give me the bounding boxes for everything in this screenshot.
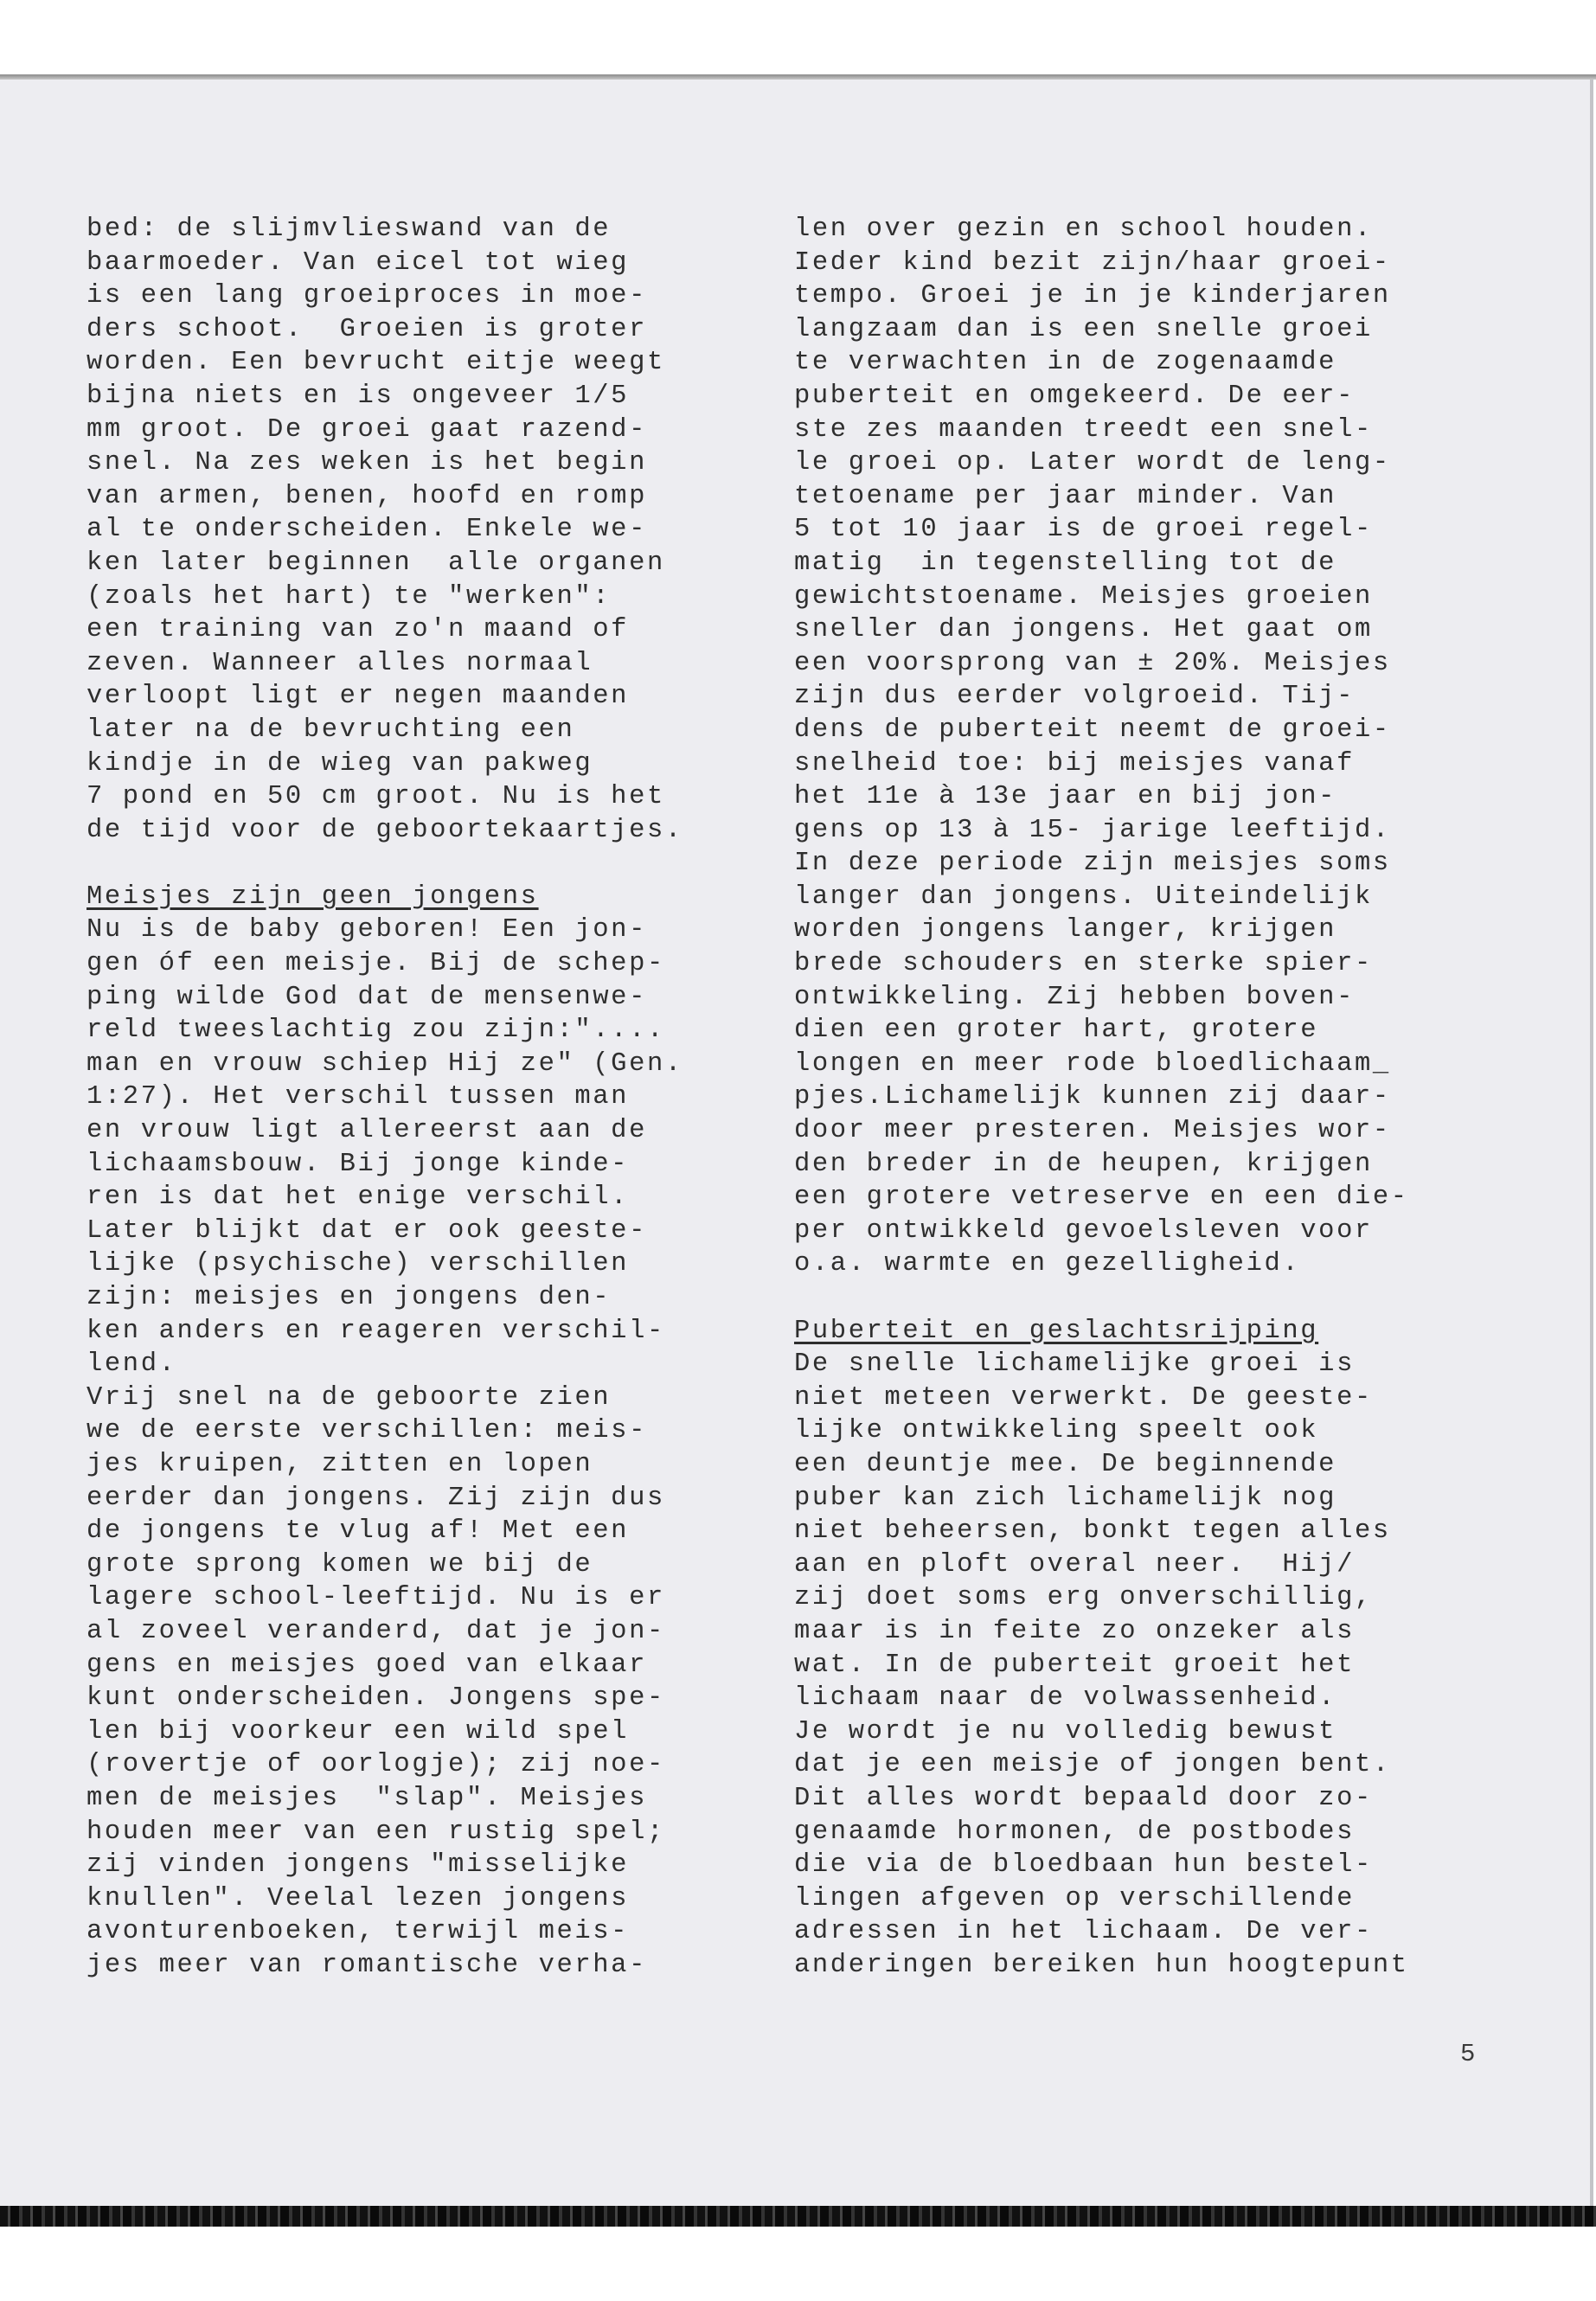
section-heading: Meisjes zijn geen jongens xyxy=(87,881,539,912)
text-line: zij vinden jongens "misselijke xyxy=(87,1850,630,1881)
text-line: lijke (psychische) verschillen xyxy=(87,1249,630,1279)
text-line: langzaam dan is een snelle groei xyxy=(794,314,1373,344)
text-line: 5 tot 10 jaar is de groei regel- xyxy=(794,515,1373,545)
text-line: kunt onderscheiden. Jongens spe- xyxy=(87,1683,665,1714)
text-line: Dit alles wordt bepaald door zo- xyxy=(794,1783,1373,1813)
text-line: zijn: meisjes en jongens den- xyxy=(87,1283,612,1312)
text-line: snel. Na zes weken is het begin xyxy=(87,448,647,478)
text-line: zijn dus eerder volgroeid. Tij- xyxy=(794,682,1355,712)
text-line: knullen". Veelal lezen jongens xyxy=(87,1883,630,1913)
text-line: tetoename per jaar minder. Van xyxy=(794,481,1337,511)
text-line: verloopt ligt er negen maanden xyxy=(87,682,630,712)
text-line: man en vrouw schiep Hij ze" (Gen. xyxy=(87,1048,683,1079)
text-line: worden. Een bevrucht eitje weegt xyxy=(87,348,665,378)
section-heading: Puberteit en geslachtsrijping xyxy=(794,1316,1319,1346)
text-line: ste zes maanden treedt een snel- xyxy=(794,414,1373,445)
text-line: genaamde hormonen, de postbodes xyxy=(794,1817,1355,1847)
text-line: brede schouders en sterke spier- xyxy=(794,949,1373,979)
text-line: later na de bevruchting een xyxy=(87,715,575,745)
text-line: tempo. Groei je in je kinderjaren xyxy=(794,281,1391,311)
text-line: lagere school-leeftijd. Nu is er xyxy=(87,1583,665,1613)
text-line: al zoveel veranderd, dat je jon- xyxy=(87,1616,665,1646)
text-line: longen en meer rode bloedlichaam_ xyxy=(794,1048,1391,1079)
text-line: door meer presteren. Meisjes wor- xyxy=(794,1116,1391,1146)
text-line xyxy=(87,847,830,881)
text-line: puber kan zich lichamelijk nog xyxy=(794,1483,1337,1513)
text-line: snelheid toe: bij meisjes vanaf xyxy=(794,748,1355,779)
text-line: lichaam naar de volwassenheid. xyxy=(794,1683,1337,1714)
text-line: avonturenboeken, terwijl meis- xyxy=(87,1917,630,1947)
text-line: gen óf een meisje. Bij de schep- xyxy=(87,949,665,979)
text-line: matig in tegenstelling tot de xyxy=(794,548,1337,578)
text-line xyxy=(794,1281,1538,1315)
text-line: lingen afgeven op verschillende xyxy=(794,1883,1355,1913)
text-line: sneller dan jongens. Het gaat om xyxy=(794,615,1373,645)
text-line: puberteit en omgekeerd. De eer- xyxy=(794,381,1355,411)
right-column xyxy=(794,213,1538,1982)
text-line: eerder dan jongens. Zij zijn dus xyxy=(87,1483,665,1513)
text-line: len over gezin en school houden. xyxy=(794,215,1373,244)
text-line: gens en meisjes goed van elkaar xyxy=(87,1650,647,1680)
text-line: Nu is de baby geboren! Een jon- xyxy=(87,915,647,945)
text-line: 7 pond en 50 cm groot. Nu is het xyxy=(87,782,665,812)
text-line: ken later beginnen alle organen xyxy=(87,548,665,578)
text-line: men de meisjes "slap". Meisjes xyxy=(87,1783,647,1813)
text-line: een voorsprong van ± 20%. Meisjes xyxy=(794,648,1391,678)
text-line: gewichtstoename. Meisjes groeien xyxy=(794,581,1373,612)
text-line: van armen, benen, hoofd en romp xyxy=(87,481,647,511)
text-line: baarmoeder. Van eicel tot wieg xyxy=(87,247,630,278)
text-line: die via de bloedbaan hun bestel- xyxy=(794,1850,1373,1881)
text-line: al te onderscheiden. Enkele we- xyxy=(87,515,647,545)
text-line: De snelle lichamelijke groei is xyxy=(794,1349,1355,1380)
text-line: Vrij snel na de geboorte zien xyxy=(87,1382,612,1413)
text-line: ders schoot. Groeien is groter xyxy=(87,314,647,344)
text-line: worden jongens langer, krijgen xyxy=(794,915,1337,945)
text-line: 1:27). Het verschil tussen man xyxy=(87,1082,630,1112)
text-line: lijke ontwikkeling speelt ook xyxy=(794,1416,1319,1446)
text-line: ken anders en reageren verschil- xyxy=(87,1316,665,1346)
page-number: 5 xyxy=(1460,2040,1476,2068)
text-line: lend. xyxy=(87,1349,177,1380)
text-line: houden meer van een rustig spel; xyxy=(87,1817,665,1847)
text-line: lichaamsbouw. Bij jonge kinde- xyxy=(87,1149,630,1179)
text-line: niet meteen verwerkt. De geeste- xyxy=(794,1382,1373,1413)
text-line: jes kruipen, zitten en lopen xyxy=(87,1449,593,1479)
text-line: adressen in het lichaam. De ver- xyxy=(794,1917,1373,1947)
text-line: ping wilde God dat de mensenwe- xyxy=(87,982,647,1012)
text-line: we de eerste verschillen: meis- xyxy=(87,1416,647,1446)
text-line: dens de puberteit neemt de groei- xyxy=(794,715,1391,745)
text-line: Je wordt je nu volledig bewust xyxy=(794,1716,1337,1747)
text-line: grote sprong komen we bij de xyxy=(87,1549,593,1580)
text-line: ontwikkeling. Zij hebben boven- xyxy=(794,982,1355,1012)
text-line: ren is dat het enige verschil. xyxy=(87,1183,630,1213)
scan-bottom-edge xyxy=(0,2206,1596,2227)
text-line: den breder in de heupen, krijgen xyxy=(794,1149,1373,1179)
text-line: te verwachten in de zogenaamde xyxy=(794,348,1337,378)
text-line: is een lang groeiproces in moe- xyxy=(87,281,647,311)
left-column xyxy=(87,213,830,1982)
text-line: bed: de slijmvlieswand van de xyxy=(87,215,612,244)
text-line: wat. In de puberteit groeit het xyxy=(794,1650,1355,1680)
scan-bottom-margin xyxy=(0,2227,1596,2301)
text-line: (rovertje of oorlogje); zij noe- xyxy=(87,1750,665,1780)
scan-top-margin xyxy=(0,0,1596,76)
text-line: Later blijkt dat er ook geeste- xyxy=(87,1215,647,1246)
text-line: kindje in de wieg van pakweg xyxy=(87,748,593,779)
text-line: een deuntje mee. De beginnende xyxy=(794,1449,1337,1479)
text-line: niet beheersen, bonkt tegen alles xyxy=(794,1516,1391,1547)
text-line: bijna niets en is ongeveer 1/5 xyxy=(87,381,630,411)
text-line: reld tweeslachtig zou zijn:".... xyxy=(87,1016,665,1046)
text-line: (zoals het hart) te "werken": xyxy=(87,581,612,612)
text-line: In deze periode zijn meisjes soms xyxy=(794,849,1391,879)
text-line: langer dan jongens. Uiteindelijk xyxy=(794,881,1373,912)
text-line: le groei op. Later wordt de leng- xyxy=(794,448,1391,478)
text-line: zeven. Wanneer alles normaal xyxy=(87,648,593,678)
text-line: dien een groter hart, grotere xyxy=(794,1016,1319,1046)
text-line: o.a. warmte en gezelligheid. xyxy=(794,1249,1301,1279)
text-line: per ontwikkeld gevoelsleven voor xyxy=(794,1215,1373,1246)
text-line: zij doet soms erg onverschillig, xyxy=(794,1583,1373,1613)
text-line: len bij voorkeur een wild spel xyxy=(87,1716,630,1747)
text-line: en vrouw ligt allereerst aan de xyxy=(87,1116,647,1146)
text-line: een grotere vetreserve en een die- xyxy=(794,1183,1409,1213)
text-line: een training van zo'n maand of xyxy=(87,615,630,645)
text-line: de jongens te vlug af! Met een xyxy=(87,1516,630,1547)
text-line: mm groot. De groei gaat razend- xyxy=(87,414,647,445)
text-line: anderingen bereiken hun hoogtepunt xyxy=(794,1950,1409,1980)
text-line: gens op 13 à 15- jarige leeftijd. xyxy=(794,815,1391,845)
text-line: Ieder kind bezit zijn/haar groei- xyxy=(794,247,1391,278)
text-line: het 11e à 13e jaar en bij jon- xyxy=(794,782,1337,812)
text-line: maar is in feite zo onzeker als xyxy=(794,1616,1355,1646)
text-line: dat je een meisje of jongen bent. xyxy=(794,1750,1391,1780)
text-line: de tijd voor de geboortekaartjes. xyxy=(87,815,683,845)
text-line: pjes.Lichamelijk kunnen zij daar- xyxy=(794,1082,1391,1112)
text-line: aan en ploft overal neer. Hij/ xyxy=(794,1549,1355,1580)
text-line: jes meer van romantische verha- xyxy=(87,1950,647,1980)
